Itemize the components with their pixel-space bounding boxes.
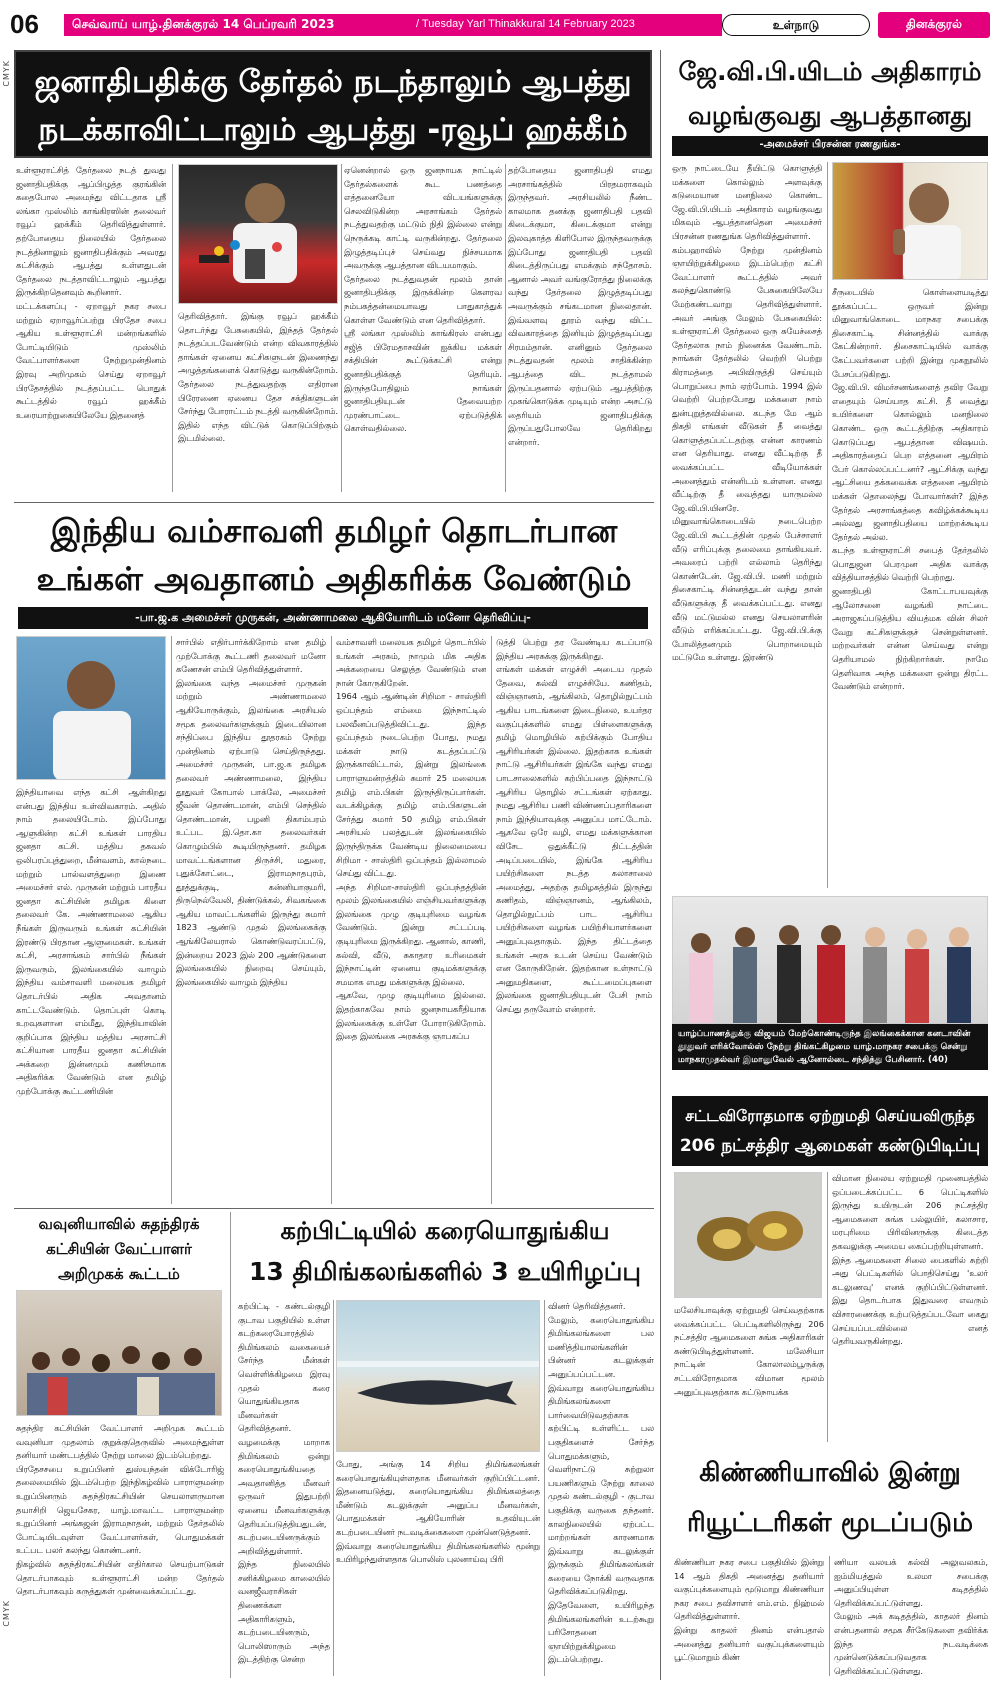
whales-body-col1: கற்பிட்டி - கண்டல்குழி குடாவ பகுதியில் உள்ள கடற்கரையோரத்தில் திமிங்கலம் வகையைச் சேர்ந்த மீன்கள் வெள்ளிக்கிழமை இரவு முதல் கரை யொதுங்கியதாக மீனவர்கள் தெரிவித்தனர். வழமைக்கு மாறாக திமிங்கலம் ஒன்று கரையொதுங்கியதை அவதானித்த மீனவர் ஒருவர் இதுபற்றி ஏனைய மீனவர்களுக்கு தெரியப்படுத்தியதுடன், கடற்படையினருக்கும் அறிவித்துள்ளார். இந்த நிலையில் சனிக்கிழமை காலையில் வனஜீவராசிகள் திணைக்கள அதிகாரிகளும், கடற்படையினரும், பொலிஸாரும் அந்த இடத்திற்கு சென்ற (238, 1301, 330, 1665)
section-tab (722, 14, 870, 36)
photo-prasanna-figure (833, 163, 988, 280)
headline-vavuniya-line1: வவுனியாவில் சுதந்திரக் (38, 1215, 200, 1233)
photo-canada-ambassador-visit (672, 896, 988, 1024)
date-english: / Tuesday Yarl Thinakkural 14 February 2023 (416, 18, 635, 30)
subhead-jvp (672, 136, 988, 156)
photo-group-figures (673, 897, 988, 1024)
hakeem-body-col4: தற்போதைய ஜனாதிபதி எமது அரசாங்கத்தில் பிரதமராகவும் இருந்தவர். அரசியலில் நீண்ட காலமாக தனக்கு ஜனாதிபதி பதவி கிடைக்குமா, கிடைக்குமா என்று இலவுகாத்த கிளிபோல இருந்தவருக்கு இப்போது ஜனாதிபதி பதவி கிடைத்திருப்பது எமக்கும் சந்தோசம். ஆனால் அவர் வங்குரோத்து நிலைக்கு வந்து தேர்தலை இழுத்தடிப்பது அவருக்கும் சங்கடமான நிலைதான். இவ்வளவு தூரம் வந்து விட்ட விவகாரத்தை இனியும் இழுத்தடிப்பது சிரமம்தான். எனினும் தேர்தலை நடத்துவதன் மூலம் சாதிக்கின்ற ஆபத்தை விட நடத்தாமல் இருப்பதனால் ஏற்படும் ஆபத்திற்கு முகங்கொடுக்க முடியும் என்ற அசட்டு தைரியம் ஜனாதிபதிக்கு இருப்பதுபோலவே தெரிகிறது என்றார். (508, 165, 652, 447)
headline-indian-tamils (14, 508, 654, 604)
headline-tortoise-line2: 206 நட்சத்திர ஆமைகள் கண்டுபிடிப்பு (679, 1136, 981, 1156)
cmyk-mark-top: CMYK (2, 60, 11, 87)
headline-tortoise-line1: சட்டவிரோதமாக ஏற்றுமதி செய்யவிருந்த (685, 1107, 975, 1125)
kinniya-body-col2: ணியா வலயக் கல்வி அலுவலகம், ஐம்மியத்துல் உலமா சபைக்கு அனுப்பியுள்ள கடிதத்தில் தெரிவிக்கப்பட்டுள்ளது. மேலும் அக் கடிதத்தில், காதலர் தினம் என்பதனால் சமூக சீர்கேடுகளை தவிர்க்க இந்த நடவடிக்கை முன்னெடுக்கப்படுவதாக தெரிவிக்கப்பட்டுள்ளது. (834, 1557, 988, 1676)
tortoise-body-col2: விமான நிலைய ஏற்றுமதி முனையத்தில் ஒப்படைக்கப்பட்ட 6 பெட்டிகளில் இருந்து உயிருடன் 206 நட்சத்திர ஆமைகளை சுங்க பல்லுயிர், கலாசார, மரபுரிமை பிரிவினருக்கு கிடைத்த தகவலுக்கு அமைய கைப்பற்றியுள்ளனர். இந்த ஆமைகளை சிலை பைகளில் சுற்றி அது பெட்டிகளில் பொதிசெய்து 'உலர் கடலுணவு' எனக் குறிப்பிட்டுள்ளனர். இது தொடர்பாக இதுவரை எவரும் விசாரணைக்கு உற்படுத்தப்படவோ கைது செய்யப்படவில்லை எனத் தெரியவருகின்றது. (832, 1173, 988, 1347)
headline-indian-line1: இந்திய வம்சாவளி தமிழர் தொடர்பான (50, 512, 618, 550)
indian-body-col4: டுத்தி பெற்று தர வேண்டிய கடப்பாடு இந்திய அரசுக்கு இருக்கிறது. எங்கள் மக்கள் எழுச்சி அடைய முதல் தேவை, கல்வி எழுச்சியே. கணிதம், விஞ்ஞானம், ஆங்கிலம், தொழில்நுட்பம் ஆகிய பாடங்களை இடைநிலை, உயர்தர வகுப்புக்களில் எமது பிள்ளைகளுக்கு தமிழ் மொழியில் கற்பிக்கும் போதிய ஆசிரியர்கள் இல்லை. இதற்காக உங்கள் நாட்டு ஆசிரியர்கள் இங்கே வந்து எமது பாடசாலைகளில் கற்பிப்பதை இந்நாட்டு ஆசிரிய தொழில் சட்டங்கள் ஏற்காது. நமது ஆசிரிய பணி விண்ணப்பதாரிகளை நாம் இந்தியாவுக்கு அனுப்ப மாட்டோம். ஆகவே ஒரே வழி, எமது மக்களுக்கான விசேட ஒதுக்கீட்டு திட்டத்தின் அடிப்படையில், இங்கே ஆசிரிய பயிற்சிகளை நடத்த கலாசாலை அமைத்து, அதற்கு தமிழகத்தில் இருந்து கணிதம், விஞ்ஞானம், ஆங்கிலம், தொழில்நுட்பம் பாட ஆசிரிய பயிற்சிகளை வழங்க பயிற்சியாளர்களை அனுப்புவதாகும். இந்த திட்டத்தை உங்கள் அரசு உடன் செய்ய வேண்டும் என கோருகிறேன். இதற்கான உள்நாட்டு அனுமதிகளை, கூட்டமைப்புகளை இலங்கை ஜனாதிபதியுடன் பேசி நாம் செய்து தருவோம் என்றார். (496, 637, 652, 1015)
cmyk-mark-bottom: CMYK (2, 1600, 11, 1627)
photo-hakeem-speaking (178, 164, 338, 304)
caption-canada-visit (672, 1024, 988, 1070)
subhead-indian (18, 607, 648, 629)
section-label: உள்நாடு (772, 18, 820, 32)
headline-vavuniya-line3: அறிமுகக் கூட்டம் (58, 1265, 180, 1283)
photo-vavuniya-meeting (16, 1290, 222, 1416)
photo-tortoise-figures (675, 1173, 822, 1298)
headline-whales-line1: கற்பிட்டியில் கரையொதுங்கிய (280, 1217, 610, 1245)
vavuniya-body: சுதந்திர கட்சியின் வேட்பாளர் அறிமுக கூட்டம் வவுனியா முதலாம் குறுக்குதெருவில் அமைந்துள்ள தனியார் மண்டபத்தில் நேற்று மாலை இடம்பெற்றது. பிரதேசசபை உறுப்பினர் துஸ்யந்தன் விக்டோரிஜ் தலைமையில் இடம்பெற்ற இந்நிகழ்வில் பாராளுமன்ற உறுப்பினரும் சுதந்திரகட்சியின் செயலாளருமான தயாசிறி ஜெயசேகர, யாழ்.மாவட்ட பாராளுமன்ற உறுப்பினர் அங்கஜன் இராமநாதன், மற்றும் தேர்தலில் போட்டியிடவுள்ள வேட்பாளர்கள், பொதுமக்கள் உட்பட பலர் கலந்து கொண்டனர். நிகழ்வில் சுதந்திரகட்சியின் எதிர்கால செயற்பாடுகள் தொடர்பாகவும் உள்ளூராட்சி மன்ற தேர்தல் தொடர்பாகவும் கருத்துகள் முன்வைக்கப்பட்டது. (16, 1423, 224, 1597)
headline-vavuniya-line2: கட்சியின் வேட்பாளர் (46, 1240, 192, 1258)
photo-hakeem-figure (179, 165, 338, 304)
headline-vavuniya (14, 1212, 224, 1288)
headline-hakeem (14, 50, 652, 158)
jvp-body-col2: சீருடையில் கொள்ளையடித்து தூக்கப்பட்ட ஒருவர் இன்று மினுவாங்கொடை மாநகர சபைக்கு திசைகாட்டி சின்னத்தில் வாக்கு கேட்கின்றார். திசைகாட்டியில் வாக்கு கேட்பவர்களை பற்றி இன்று முகநூலில் பேசப்படுகிறது. ஜே.வி.பி. விமர்சனங்களைத் தவிர வேறு எதையும் செய்யாத கட்சி. தீ வைத்து உயிர்களை கொல்லும் மனநிலை கொண்ட ஒரு கூட்டத்திற்கு அதிகாரம் கொடுப்பது ஆபத்தான விஷயம். அதிகாரத்தைப் பெற எத்தனை ஆயிரம் பேர் கொல்லப்பட்டனர்? ஆட்சிக்கு வந்து ஆட்சியை தக்கவைக்க எத்தனை ஆயிரம் மக்கள் தொலைந்து போவார்கள்? இந்த தேர்தல் அரசாங்கத்தை கவிழ்க்கக்கூடிய அல்லது ஜனாதிபதியை மாற்றக்கூடிய தேர்தல் அல்ல. கடந்த உள்ளூராட்சி சபைத் தேர்தலில் பொதுஜன பெரமுன அதிக வாக்கு வித்தியாசத்தில் வெற்றி பெற்றது. ஜனாதிபதி கோட்டாபயவுக்கு ஆலோசனை வழங்கி நாட்டை அராஜகப்படுத்திய வியத்மக வின் சிலர் வேறு கட்சிகளுக்குச் சென்றுள்ளனர். மற்றவர்கள் என்ன செய்வது என்று தெரியாமல் நிற்கிறார்கள். நாமே தெளிவாக அந்த மக்களை ஒன்று திரட்ட வேண்டும் என்றார். (832, 287, 988, 692)
headline-jvp-line1: ஜே.வி.பி.யிடம் அதிகாரம் (678, 57, 982, 86)
headline-hakeem-line2: நடக்காவிட்டாலும் ஆபத்து -ரவூப் ஹக்கீம் (38, 112, 628, 148)
indian-body-col1: இந்தியாவை எந்த கட்சி ஆள்கிறது என்பது இந்திய உள்விவகாரம். அதில் நாம் தலையிடோம். இப்போது ஆளுகின்ற கட்சி உங்கள் பாரதிய ஜனதா கட்சி. மத்திய தகவல் ஒலிபரப்புத்துறை, மீன்வளம், கால்நடை மற்றும் பால்வளத்துறை இணை அமைச்சர் எல். முருகன் மற்றும் பாரதீய ஜனதா கட்சியின் தமிழக கிளை தலைவர் கே. அண்ணாமலை ஆகிய நீங்கள் இருவரும் உங்கள் கட்சியின் இரண்டு பிரதான ஆளுமைகள். உங்கள் கட்சி, அரசாங்கம் சார்பில் நீங்கள் இருவரும், இலங்கையில் வாழும் இந்திய வம்சாவளி மலையக தமிழர் தொடர்பில் அதிக அவதானம் காட்டவேண்டும். தொப்புள் கொடி உறவுகளான எம்மீது, இந்தியாவின் குறிப்பாக இந்திய மத்திய அரசாட்சி கட்சியான பாரதீய ஜனதா கட்சியின் அக்கறை இன்னமும் கணிசமாக அதிகரிக்க வேண்டும் என தமிழ் முற்போக்கு கூட்டணியின் (16, 787, 166, 1097)
whales-body-col2: போது, அங்கு 14 சிறிய திமிங்கலங்கள் கரையொதுங்கியுள்ளதாக மீனவர்கள் குறிப்பிட்டனர். இதனையடுத்து, கரையொதுங்கிய திமிங்கலத்தை மீண்டும் கடலுக்குள் அனுப்ப மீனவர்கள், பொதுமக்கள் ஆகியோரின் உதவியுடன் கடற்படையினர் நடவடிக்கைகளை முன்னெடுத்தனர். இவ்வாறு கரையொதுங்கிய திமிங்கலங்களில் மூன்று உயிரிழந்துள்ளதாக பொலிஸ் புலனாய்வு பிரி (336, 1459, 540, 1565)
photo-star-tortoises (674, 1172, 822, 1298)
logo-text: தினக்குரல் (906, 17, 962, 31)
headline-indian-line2: உங்கள் அவதானம் அதிகரிக்க வேண்டும் (36, 560, 632, 598)
hakeem-body-col3: ஏனென்றால் ஒரு ஜனநாயக நாட்டில் தேர்தல்களைக் கூட பணத்தை எத்தனையோ விடயங்களுக்கு செலவிடுகின்ற அரசாங்கம் தேர்தல் நடத்துவதற்கு மட்டும் நிதி இல்லை என்று நெருக்கடி காட்டி வருகின்றது. தேர்தலை இழுத்தடிப்புச் செய்வது நிச்சயமாக அவருக்கு ஆபத்தான விடயமாகும். தேர்தலை நடத்துவதன் மூலம் தான் ஜனாதிபதிக்கு இருக்கின்ற கௌரவ நம்பகத்தன்மையாவது பாதுகாத்துக் கொள்ள வேண்டும் என தெரிவித்தார். ஸ்ரீ லங்கா முஸ்லிம் காங்கிரஸ் என்பது சஜித் பிரேமதாசவின் ஐக்கிய மக்கள் சக்தியின் கூட்டுக்கட்சி என்று ஜனாதிபதிக்குத் தெரியும். இருந்தபோதிலும் நாங்கள் ஜனாதிபதியுடன் தேவையற்ற முரண்பாட்டை ஏற்படுத்திக் கொள்வதில்லை. (344, 165, 502, 434)
subhead-jvp-text: -அமைச்சர் பிரசன்ன ரணதுங்க- (759, 139, 901, 150)
hakeem-body-col2: தெரிவித்தார். இங்கு ரவூப் ஹக்கீம் தொடர்ந்து பேசுகையில், இந்தத் தேர்தல் நடத்தப்படவேண்டும் என்ற விவகாரத்தில் தாங்கள் ஏனைய கட்சிகளுடன் இணைந்து அழுத்தங்களைக் கொடுத்து வருகின்றோம். தேர்தலை நடத்துவதற்கு எதிரான பிரேரணை ஏனைய தேச சக்திகளுடன் சேர்ந்து போராட்டம் நடத்தி வருகின்றோம். இதில் எந்த விட்டுக் கொடுப்பிற்கும் இடமில்லை. (178, 311, 338, 444)
headline-kinniya-line2: ரியூட்டரிகள் மூடப்படும் (686, 1508, 974, 1538)
kinniya-body-col1: கிண்ணியா நகர சபை பகுதியில் இன்று 14 ஆம் திகதி அனைத்து தனியார் வகுப்புக்களையும் மூடுமாறு கிண்ணியா நகர சபை தவிசாளர் எம்.எம். நிஹ்மல் தெரிவித்துள்ளார். இன்று காதலர் தினம் என்பதால் அனைத்து தனியார் வகுப்புக்களையும் பூட்டுமாறும் கிண் (674, 1557, 824, 1663)
headline-hakeem-line1: ஜனாதிபதிக்கு தேர்தல் நடந்தாலும் ஆபத்து (34, 64, 632, 100)
indian-body-col2: சார்பில் எதிர்பார்க்கிறோம் என தமிழ் முற்போக்கு கூட்டணி தலைவர் மனோ கணேசன் எம்பி தெரிவித்துள்ளார். இலங்கை வந்த அமைச்சர் முருகன் மற்றும் அண்ணாமலை ஆகியோருக்கும், இலங்கை அரசியல் சமூக தலைவர்களுக்கும் இடையிலான சந்திப்பை இந்திய தூதரகம் நேற்று முன்தினம் ஏற்பாடு செய்திருந்தது. அமைச்சர் முருகன், பா.ஜ.க தமிழக தலைவர் அண்ணாமலை, இந்திய தூதுவர் கோபால் பாக்லே, அமைச்சர் ஜீவன் தொண்டமான், எம்பி செந்தில் தொண்டமான், பழனி திகாம்பரம் உட்பட இ.தொ.கா தலைவர்கள் கொழும்பில் கூடியிருந்தனர். தமிழக மாவட்டங்களான திருச்சி, மதுரை, புதுக்கோட்டை, இராமநாதபுரம், தூத்துக்குடி, கன்னியாகுமரி, திருநெல்வேலி, திண்டுக்கல், சிவகங்கை ஆகிய மாவட்டங்களில் இருந்து சுமார் 1823 ஆண்டு முதல் இலங்கைக்கு ஆங்கிலேயரால் கொண்டுவரப்பட்டு, இன்றைய 2023 இல் 200 ஆண்டுகளை இலங்கையில் நிறைவு செய்யும், இலங்கையில் வாழும் இந்திய (176, 637, 326, 987)
photo-mano-figure (17, 637, 166, 780)
headline-kinniya (670, 1448, 990, 1550)
date-tamil: செவ்வாய் யாழ்.தினக்குரல் 14 பெப்ரவரி 2023 (72, 17, 335, 31)
jvp-body-col1: ஒரு நாட்டையே தீயிட்டு கொளுத்தி மக்களை கொல்லும் அளவுக்கு கடுமையான மனநிலை கொண்ட ஜே.வி.பி.யிடம் அதிகாரம் வழங்குவது மிகவும் ஆபத்தானதென அமைச்சர் பிரசன்ன ரணதுங்க தெரிவித்துள்ளார். கம்பஹாவில் நேற்று முன்தினம் ஞாயிற்றுக்கிழமை இடம்பெற்ற கட்சி வேட்பாளர் கூட்டத்தில் அவர் கலந்துகொண்டு பேசுகையிலேயே மேற்கண்டவாறு தெரிவித்துள்ளார். அவர் அங்கு மேலும் பேசுகையில்: உள்ளூராட்சி தேர்தலை ஒரு சுயேச்சைத் தேர்தலாக நாம் நினைக்க வேண்டாம். நாங்கள் தேர்தலில் வெற்றி பெற்று கிராமத்தை அபிவிருத்தி செய்யும் பொறுப்பை நாம் ஏற்போம். 1994 இல் வெற்றி பெற்றபோது மக்களை நாம் துன்புறுத்தவில்லை. கடந்த மே ஆம் திகதி எங்கள் வீடுகள் தீ வைத்து கொளுத்தப்பட்டதற்கு என்ன காரணம் என தெரியாது. எனது வீட்டிற்கு தீ வைக்கப்பட்ட வீடியோக்கள் அனைத்தும் என்னிடம் உள்ளன. எனது வீட்டிற்கு தீ வைத்தது யாருமல்ல ஜே.வி.பி.யினரே. மினுவாங்கொடையில் நடைபெற்ற ஜே.வி.பி கூட்டத்தின் முதல் பேச்சாளர் வீடு எரிப்புக்கு தலைமை தாங்கியவர். அவரைப் பற்றி எல்லாம் தெரிந்து கொண்டேன். ஜே.வி.பி. மணி மற்றும் திசைகாட்டி சின்னத்துடன் வந்து தான் வீடுகளுக்கு தீ வைக்கப்பட்டது. எனது வீடு மட்டுமல்ல எனது செயலாளரின் வீடும் எரிக்கப்பட்டது. ஜே.வி.பி.க்கு போலித்தனமும் பொறாமையும் மட்டுமே உள்ளது. இரண்டு (672, 163, 822, 663)
header-bar (0, 0, 1000, 46)
whales-body-col3: வினர் தெரிவித்தனர். மேலும், கரையொதுங்கிய திமிங்கலங்களை பல மணித்தியாலங்களின் பின்னர் கடலுக்குள் அனுப்பப்பட்டன. இவ்வாறு கரையொதுங்கிய திமிங்கலங்களை பார்வையிடுவதற்காக கற்பிட்டி உள்ளிட்ட பல பகுதிகளைச் சேர்ந்த பொதுமக்களும், வெளிநாட்டு சுற்றுலா பயணிகளும் நேற்று காலை முதல் கண்டல்குழி - குடாவ பகுதிக்கு வருகை தந்தனர். காலநிலையில் ஏற்பட்ட மாற்றங்கள் காரணமாக இவ்வாறு கடலுக்குள் இருக்கும் திமிங்கலங்கள் கரையை நோக்கி வருவதாக தெரிவிக்கப்படுகிறது. இதேவேளை, உயிரிழந்த திமிங்கலங்களின் உடற்கூறு பரிசோதனை ஞாயிற்றுக்கிழமை இடம்பெற்றது. (548, 1301, 654, 1665)
headline-whales (236, 1212, 654, 1294)
photo-vavuniya-audience (17, 1291, 222, 1416)
headline-whales-line2: 13 திமிங்கலங்களில் 3 உயிரிழப்பு (249, 1257, 641, 1286)
photo-whale-figure (337, 1301, 540, 1452)
indian-body-col3: வம்சாவளி மலையக தமிழர் தொடர்பில் உங்கள் அரசும், நாமும் மிக அதிக அக்கறையை செலுத்த வேண்டும் என நான் கோருகிறேன். 1964 ஆம் ஆண்டின் சிறிமா - சாஸ்திரி ஒப்பந்தம் எம்மை இந்நாட்டில் பலவீனப்படுத்திவிட்டது. இந்த ஒப்பந்தம் நடைபெற்ற போது, நமது மக்கள் நாடு கடத்தப்பட்டு இருக்காவிட்டால், இன்று இலங்கை பாராளுமன்றத்தில் சுமார் 25 மலையக தமிழ் எம்.பிகள் இருந்திருப்பார்கள். வடக்கிழக்கு தமிழ் எம்.பிகளுடன் சேர்த்து சுமார் 50 தமிழ் எம்.பிகள் அரசியல் பலத்துடன் இலங்கையில் இருந்திருக்க வேண்டிய நிலைமையை சிறிமா - சாஸ்திரி ஒப்பந்தம் இல்லாமல் செய்து விட்டது. அந்த சிறிமா-சாஸ்திரி ஒப்பந்தத்தின் மூலம் இலங்கையில் எஞ்சியவர்களுக்கு இலங்கை முழு குடியுரிமை வழங்க வேண்டும். இன்று சட்டப்படி குடியுரிமை இருக்கிறது. ஆனால், காணி, கல்வி, வீடு, சுகாதார உரிமைகள் இந்நாட்டின் ஏனைய குடிமக்களுக்கு சமமாக எமது மக்களுக்கு இல்லை. ஆகவே, முழு குடியுரிமை இல்லை. இதற்காகவே நாம் ஜனநாயகரீதியாக இலங்கைக்கு உள்ளே போராடுகிறோம். இதை இலங்கை அரசுக்கு ஞாபகப்ப (336, 637, 486, 1042)
date-strip (64, 14, 722, 36)
photo-prasanna-ranatunga (832, 162, 988, 280)
headline-tortoise (672, 1096, 988, 1166)
headline-kinniya-line1: கிண்ணியாவில் இன்று (699, 1458, 961, 1488)
page-number: 06 (10, 10, 39, 38)
photo-beached-whales (336, 1300, 540, 1452)
hakeem-body-col1: உள்ளூராட்சித் தேர்தலை நடத் துவது ஜனாதிபதிக்கு ஆப்பிழுத்த குரங்கின் கதைபோல அமைந்து விட்டதாக ஸ்ரீ லங்கா முஸ்லிம் காங்கிரஸின் தலைவர் ரவூப் ஹக்கீம் தெரிவித்துள்ளார். தற்போதைய நிலையில் தேர்தலை நடத்தினாலும் ஜனாதிபதிக்கும் அவரது கட்சிக்கும் ஆபத்து உள்ளதுடன் தேர்தலை நடத்தாவிட்டாலும் ஆபத்து இருக்கிறதெனவும் கூறினார். மட்டக்களப்பு - ஏறாவூர் நகர சபை மற்றும் ஏறாவூர்ப்பற்று பிரதேச சபை ஆகிய உள்ளூராட்சி மன்றங்களில் போட்டியிடும் முஸ்லிம் வேட்பாளர்களை நேற்றுமுன்தினம் இரவு அறிமுகம் செய்து ஏறாவூர் பிரதேசத்தில் நடத்தப்பட்ட பொதுக் கூட்டத்தில் ரவூப் ஹக்கீம் உரையாற்றுகையிலேயே இதனைத் (16, 165, 166, 420)
headline-jvp-line2: வழங்குவது ஆபத்தானது (687, 101, 973, 130)
caption-canada-text: யாழ்ப்பாணத்துக்கு விஜயம் மேற்கொண்டிருந்த இலங்கைக்கான கனடாவின் தூதுவர் எரிக்வோல்ஸ் நேற்று திங்கட்கிழமை யாழ்.மாநகர சபைக்கு சென்று மாநகரமுதல்வர் இமானுவேல் ஆனோல்டை சந்தித்து பேசினார். (40) (678, 1029, 971, 1065)
tortoise-body-col1: மலேசியாவுக்கு ஏற்றுமதி செய்வதற்காக வைக்கப்பட்ட பெட்டிகளிலிருந்து 206 நட்சத்திர ஆமைகளை சுங்க அதிகாரிகள் கண்டுபிடித்துள்ளனர். மலேசியா நாட்டின் கோலாலம்பூருக்கு சட்டவிரோதமாக விமான மூலம் அனுப்புவதற்காக கட்டுநாயக்க (674, 1305, 824, 1397)
newspaper-logo (878, 12, 990, 38)
photo-mano-ganesan (16, 636, 166, 780)
subhead-indian-text: -பா.ஜ.க அமைச்சர் முருகன், அண்ணாமலை ஆகியோரிடம் மனோ தெரிவிப்பு- (135, 611, 531, 624)
